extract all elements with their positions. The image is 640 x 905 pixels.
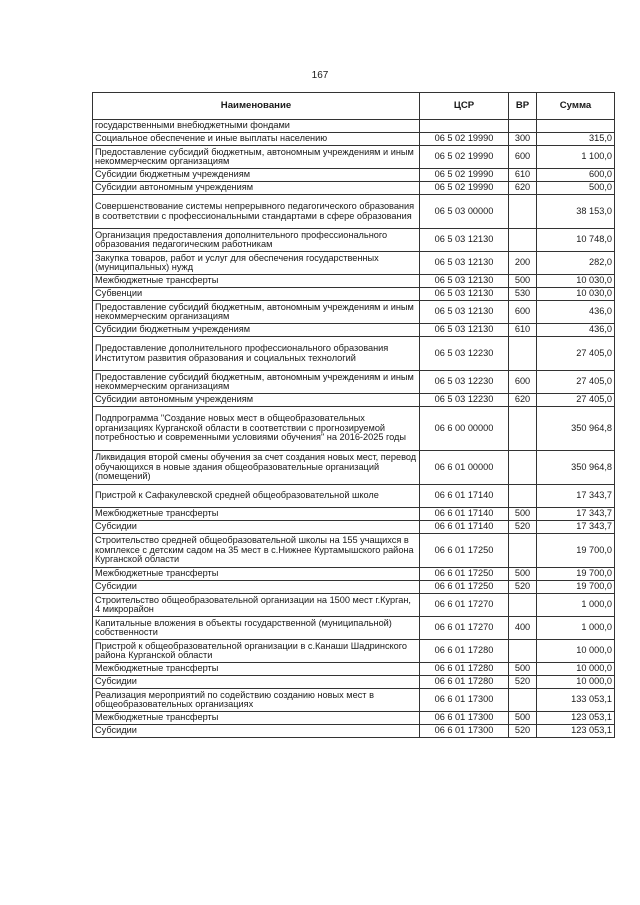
row-csr: 06 6 01 17140 xyxy=(420,508,509,521)
row-csr: 06 6 01 17140 xyxy=(420,485,509,508)
row-name: Ликвидация второй смены обучения за счет создания новых мест, перевод обучающихся в новые здания общеобразовательные организаций (помещений) xyxy=(93,451,420,485)
row-csr: 06 6 01 17280 xyxy=(420,676,509,689)
row-sum: 27 405,0 xyxy=(537,394,615,407)
table-row xyxy=(93,252,615,275)
row-name: Субсидии xyxy=(93,521,420,534)
row-name: Субсидии бюджетным учреждениям xyxy=(93,169,420,182)
row-name: Межбюджетные трансферты xyxy=(93,568,420,581)
row-csr: 06 6 01 17280 xyxy=(420,663,509,676)
table-row xyxy=(93,508,615,521)
header-vr: ВР xyxy=(509,93,537,120)
row-vr: 610 xyxy=(509,169,537,182)
row-sum: 19 700,0 xyxy=(537,534,615,568)
row-csr: 06 6 01 17250 xyxy=(420,568,509,581)
row-sum: 10 000,0 xyxy=(537,676,615,689)
row-vr: 520 xyxy=(509,581,537,594)
row-vr: 500 xyxy=(509,663,537,676)
row-name: Субсидии автономным учреждениям xyxy=(93,182,420,195)
row-name: Межбюджетные трансферты xyxy=(93,712,420,725)
row-name: Подпрограмма "Создание новых мест в общеобразовательных организациях Курганской области в соответствии с прогнозируемой потребностью и современными условиями обучения" на 2016-2025 годы xyxy=(93,407,420,451)
row-csr: 06 5 02 19990 xyxy=(420,133,509,146)
row-vr: 520 xyxy=(509,725,537,738)
row-sum: 133 053,1 xyxy=(537,689,615,712)
row-sum: 1 000,0 xyxy=(537,617,615,640)
row-vr xyxy=(509,337,537,371)
row-vr: 500 xyxy=(509,712,537,725)
row-sum: 17 343,7 xyxy=(537,485,615,508)
table-row xyxy=(93,146,615,169)
row-sum: 19 700,0 xyxy=(537,568,615,581)
row-vr xyxy=(509,229,537,252)
row-name: Межбюджетные трансферты xyxy=(93,275,420,288)
row-name: Социальное обеспечение и иные выплаты населению xyxy=(93,133,420,146)
row-sum: 38 153,0 xyxy=(537,195,615,229)
row-sum: 10 000,0 xyxy=(537,663,615,676)
row-vr xyxy=(509,120,537,133)
row-csr: 06 6 01 00000 xyxy=(420,451,509,485)
row-sum: 27 405,0 xyxy=(537,371,615,394)
row-sum: 17 343,7 xyxy=(537,508,615,521)
row-name: Субвенции xyxy=(93,288,420,301)
row-csr: 06 5 03 00000 xyxy=(420,195,509,229)
row-name: Совершенствование системы непрерывного педагогического образования в соответствии с профессиональными стандартами в сфере образования xyxy=(93,195,420,229)
table-row xyxy=(93,521,615,534)
row-name: Пристрой к общеобразовательной организации в с.Канаши Шадринского района Курганской области xyxy=(93,640,420,663)
row-name: Предоставление субсидий бюджетным, автономным учреждениям и иным некоммерческим организациям xyxy=(93,146,420,169)
row-vr: 600 xyxy=(509,371,537,394)
row-name: Предоставление субсидий бюджетным, автономным учреждениям и иным некоммерческим организациям xyxy=(93,371,420,394)
row-sum: 282,0 xyxy=(537,252,615,275)
table-row xyxy=(93,594,615,617)
row-vr: 400 xyxy=(509,617,537,640)
row-name: Организация предоставления дополнительного профессионального образования педагогическим работникам xyxy=(93,229,420,252)
row-csr: 06 6 01 17270 xyxy=(420,594,509,617)
row-name: Субсидии xyxy=(93,676,420,689)
row-name: Субсидии xyxy=(93,581,420,594)
row-name: Строительство общеобразовательной организации на 1500 мест г.Курган, 4 микрорайон xyxy=(93,594,420,617)
row-vr: 520 xyxy=(509,676,537,689)
row-name: Межбюджетные трансферты xyxy=(93,663,420,676)
row-sum: 10 000,0 xyxy=(537,640,615,663)
row-csr: 06 5 03 12230 xyxy=(420,371,509,394)
row-vr: 520 xyxy=(509,521,537,534)
row-sum: 350 964,8 xyxy=(537,407,615,451)
row-sum: 500,0 xyxy=(537,182,615,195)
row-csr: 06 6 00 00000 xyxy=(420,407,509,451)
row-vr xyxy=(509,195,537,229)
table-row xyxy=(93,275,615,288)
row-vr: 600 xyxy=(509,301,537,324)
row-csr: 06 5 03 12130 xyxy=(420,324,509,337)
table-row xyxy=(93,229,615,252)
row-vr: 300 xyxy=(509,133,537,146)
row-csr: 06 5 02 19990 xyxy=(420,169,509,182)
row-csr: 06 6 01 17250 xyxy=(420,534,509,568)
row-name: Субсидии автономным учреждениям xyxy=(93,394,420,407)
table-body xyxy=(93,120,615,738)
budget-table xyxy=(92,92,615,738)
row-sum: 350 964,8 xyxy=(537,451,615,485)
row-vr xyxy=(509,594,537,617)
row-vr: 500 xyxy=(509,508,537,521)
row-csr: 06 6 01 17300 xyxy=(420,712,509,725)
row-csr: 06 6 01 17300 xyxy=(420,689,509,712)
table-row xyxy=(93,725,615,738)
row-sum: 436,0 xyxy=(537,324,615,337)
row-csr: 06 5 03 12130 xyxy=(420,275,509,288)
row-name: Реализация мероприятий по содействию созданию новых мест в общеобразовательных организациях xyxy=(93,689,420,712)
table-row xyxy=(93,133,615,146)
row-name: государственными внебюджетными фондами xyxy=(93,120,420,133)
table-row xyxy=(93,676,615,689)
row-csr: 06 6 01 17140 xyxy=(420,521,509,534)
table-row xyxy=(93,182,615,195)
row-sum: 123 053,1 xyxy=(537,725,615,738)
table-row xyxy=(93,301,615,324)
row-csr: 06 6 01 17270 xyxy=(420,617,509,640)
row-csr: 06 5 03 12230 xyxy=(420,337,509,371)
row-sum: 19 700,0 xyxy=(537,581,615,594)
row-sum: 1 000,0 xyxy=(537,594,615,617)
table-row xyxy=(93,120,615,133)
row-vr: 500 xyxy=(509,568,537,581)
row-vr xyxy=(509,534,537,568)
row-sum: 123 053,1 xyxy=(537,712,615,725)
table-row xyxy=(93,640,615,663)
row-vr: 600 xyxy=(509,146,537,169)
row-name: Пристрой к Сафакулевской средней общеобразовательной школе xyxy=(93,485,420,508)
row-vr: 200 xyxy=(509,252,537,275)
row-csr: 06 6 01 17280 xyxy=(420,640,509,663)
row-name: Субсидии бюджетным учреждениям xyxy=(93,324,420,337)
row-sum: 436,0 xyxy=(537,301,615,324)
row-csr: 06 5 03 12230 xyxy=(420,394,509,407)
header-name: Наименование xyxy=(93,93,420,120)
row-vr xyxy=(509,451,537,485)
row-vr xyxy=(509,407,537,451)
table-row xyxy=(93,324,615,337)
table-row xyxy=(93,617,615,640)
row-csr: 06 5 03 12130 xyxy=(420,229,509,252)
row-name: Предоставление дополнительного профессионального образования Институтом развития образования и социальных технологий xyxy=(93,337,420,371)
row-vr: 620 xyxy=(509,394,537,407)
row-csr: 06 6 01 17300 xyxy=(420,725,509,738)
row-name: Строительство средней общеобразовательной школы на 155 учащихся в комплексе с детским садом на 35 мест в с.Нижнее Куртамышского района Курганской области xyxy=(93,534,420,568)
row-sum: 1 100,0 xyxy=(537,146,615,169)
row-name: Межбюджетные трансферты xyxy=(93,508,420,521)
table-row xyxy=(93,394,615,407)
header-sum: Сумма xyxy=(537,93,615,120)
row-vr: 530 xyxy=(509,288,537,301)
row-name: Предоставление субсидий бюджетным, автономным учреждениям и иным некоммерческим организациям xyxy=(93,301,420,324)
table-row xyxy=(93,689,615,712)
row-name: Капитальные вложения в объекты государственной (муниципальной) собственности xyxy=(93,617,420,640)
row-vr xyxy=(509,640,537,663)
table-row xyxy=(93,581,615,594)
row-name: Субсидии xyxy=(93,725,420,738)
table-row xyxy=(93,195,615,229)
row-csr: 06 6 01 17250 xyxy=(420,581,509,594)
row-csr: 06 5 03 12130 xyxy=(420,288,509,301)
row-sum xyxy=(537,120,615,133)
row-sum: 17 343,7 xyxy=(537,521,615,534)
row-sum: 10 030,0 xyxy=(537,288,615,301)
row-vr xyxy=(509,485,537,508)
table-row xyxy=(93,568,615,581)
row-name: Закупка товаров, работ и услуг для обеспечения государственных (муниципальных) нужд xyxy=(93,252,420,275)
row-vr: 500 xyxy=(509,275,537,288)
table-row xyxy=(93,451,615,485)
table-header-row xyxy=(93,93,615,120)
page-number: 167 xyxy=(311,70,329,81)
header-csr: ЦСР xyxy=(420,93,509,120)
row-sum: 10 030,0 xyxy=(537,275,615,288)
table-row xyxy=(93,663,615,676)
table-row xyxy=(93,169,615,182)
table-row xyxy=(93,485,615,508)
row-csr: 06 5 02 19990 xyxy=(420,146,509,169)
row-vr xyxy=(509,689,537,712)
row-sum: 315,0 xyxy=(537,133,615,146)
row-csr xyxy=(420,120,509,133)
table-row xyxy=(93,337,615,371)
row-sum: 600,0 xyxy=(537,169,615,182)
row-sum: 10 748,0 xyxy=(537,229,615,252)
table-row xyxy=(93,407,615,451)
row-vr: 620 xyxy=(509,182,537,195)
row-sum: 27 405,0 xyxy=(537,337,615,371)
table-row xyxy=(93,288,615,301)
row-csr: 06 5 03 12130 xyxy=(420,252,509,275)
row-vr: 610 xyxy=(509,324,537,337)
row-csr: 06 5 02 19990 xyxy=(420,182,509,195)
table-row xyxy=(93,534,615,568)
table-row xyxy=(93,371,615,394)
table-row xyxy=(93,712,615,725)
row-csr: 06 5 03 12130 xyxy=(420,301,509,324)
